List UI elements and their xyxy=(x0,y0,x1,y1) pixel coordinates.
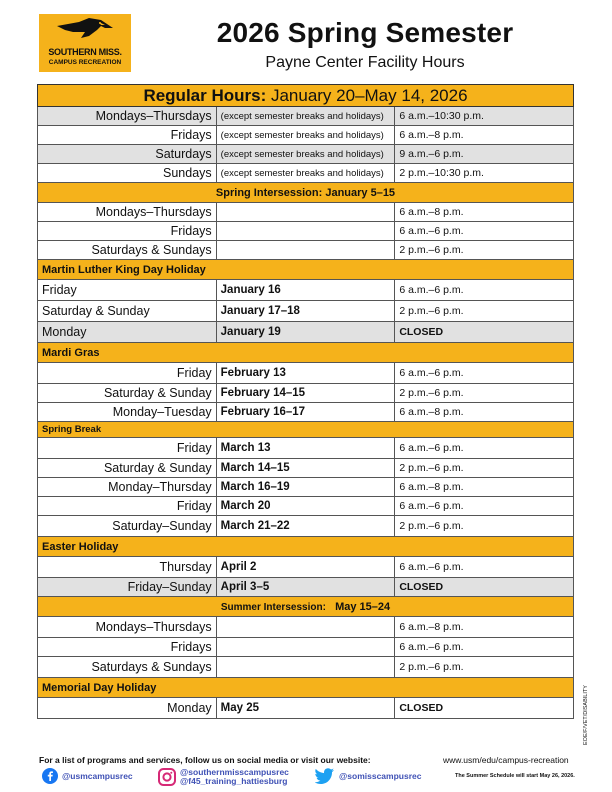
date-cell: April 2 xyxy=(216,557,395,578)
hours-cell: 6 a.m.–6 p.m. xyxy=(395,363,574,384)
memorial-label: Memorial Day Holiday xyxy=(38,678,574,698)
section-header xyxy=(38,597,574,617)
regular-label-dates: January 20–May 14, 2026 xyxy=(266,85,468,105)
regular-header xyxy=(38,85,574,107)
date-cell: January 17–18 xyxy=(216,301,395,322)
hours-cell: 6 a.m.–6 p.m. xyxy=(395,222,574,241)
twitter-handle: @somisscampusrec xyxy=(339,771,422,781)
day-cell: Monday–Tuesday xyxy=(38,403,217,422)
easter-label: Easter Holiday xyxy=(38,537,574,557)
table-row xyxy=(38,322,574,343)
section-header xyxy=(38,260,574,280)
twitter-link[interactable] xyxy=(315,768,421,784)
table-row xyxy=(38,241,574,260)
date-cell: March 21–22 xyxy=(216,516,395,537)
hours-cell: 2 p.m.–6 p.m. xyxy=(395,384,574,403)
date-cell: March 16–19 xyxy=(216,478,395,497)
eoe-text: EOE/F/VET/DISABILITY xyxy=(583,685,589,745)
day-cell: Fridays xyxy=(38,638,217,657)
hours-cell: 9 a.m.–6 p.m. xyxy=(395,145,574,164)
instagram-handle-2: @f45_training_hattiesburg xyxy=(180,776,288,786)
table-row xyxy=(38,384,574,403)
day-cell: Saturdays xyxy=(38,145,217,164)
hours-cell: 6 a.m.–8 p.m. xyxy=(395,203,574,222)
hours-cell: 2 p.m.–10:30 p.m. xyxy=(395,164,574,183)
note-cell: (except semester breaks and holidays) xyxy=(216,126,395,145)
table-row xyxy=(38,164,574,183)
page-title: 2026 Spring Semester xyxy=(216,17,514,48)
day-cell: Fridays xyxy=(38,126,217,145)
section-header xyxy=(38,422,574,438)
day-cell: Mondays–Thursdays xyxy=(38,107,217,126)
hours-cell: CLOSED xyxy=(395,322,574,343)
table-row xyxy=(38,363,574,384)
logo-line2: CAMPUS RECREATION xyxy=(48,59,122,66)
date-cell: January 16 xyxy=(216,280,395,301)
day-cell: Saturdays & Sundays xyxy=(38,241,217,260)
day-cell: Saturdays & Sundays xyxy=(38,657,217,678)
date-cell: March 13 xyxy=(216,438,395,459)
day-cell: Friday xyxy=(38,280,217,301)
hours-table xyxy=(37,84,574,719)
hours-cell: 6 a.m.–6 p.m. xyxy=(395,280,574,301)
date-cell: February 14–15 xyxy=(216,384,395,403)
day-cell: Friday xyxy=(38,438,217,459)
empty-cell xyxy=(216,222,395,241)
summer-intersession-label: Summer Intersession: xyxy=(220,601,326,613)
section-header xyxy=(38,678,574,698)
table-row xyxy=(38,617,574,638)
table-row xyxy=(38,203,574,222)
facebook-icon xyxy=(42,768,58,784)
table-row xyxy=(38,403,574,422)
day-cell: Monday–Thursday xyxy=(38,478,217,497)
table-row xyxy=(38,107,574,126)
hours-cell: 6 a.m.–8 p.m. xyxy=(395,617,574,638)
hours-cell: 2 p.m.–6 p.m. xyxy=(395,657,574,678)
logo-line1: SOUTHERN MISS. xyxy=(48,47,122,57)
hours-cell: 2 p.m.–6 p.m. xyxy=(395,459,574,478)
page-subtitle: Payne Center Facility Hours xyxy=(265,54,465,71)
summer-intersession-dates: May 15–24 xyxy=(335,600,391,613)
day-cell: Thursday xyxy=(38,557,217,578)
section-header xyxy=(38,183,574,203)
date-cell: February 13 xyxy=(216,363,395,384)
hours-cell: CLOSED xyxy=(395,578,574,597)
day-cell: Monday xyxy=(38,698,217,719)
instagram-link[interactable] xyxy=(158,768,289,786)
note-cell: (except semester breaks and holidays) xyxy=(216,107,395,126)
hours-cell: 2 p.m.–6 p.m. xyxy=(395,516,574,537)
eagle-icon xyxy=(55,16,115,46)
day-cell: Fridays xyxy=(38,222,217,241)
spring-intersession-label: Spring Intersession: January 5–15 xyxy=(38,183,574,203)
date-cell: March 20 xyxy=(216,497,395,516)
hours-cell: 6 a.m.–8 p.m. xyxy=(395,403,574,422)
hours-cell: 6 a.m.–6 p.m. xyxy=(395,557,574,578)
footer-text: For a list of programs and services, follow us on social media or visit our website: xyxy=(39,755,371,765)
table-row xyxy=(38,222,574,241)
section-header xyxy=(38,537,574,557)
note-cell: (except semester breaks and holidays) xyxy=(216,145,395,164)
hours-cell: 2 p.m.–6 p.m. xyxy=(395,301,574,322)
day-cell: Sundays xyxy=(38,164,217,183)
website-link[interactable]: www.usm/edu/campus-recreation xyxy=(443,755,569,765)
day-cell: Friday xyxy=(38,363,217,384)
spring-break-label: Spring Break xyxy=(38,422,574,438)
table-row xyxy=(38,301,574,322)
facebook-handle: @usmcampusrec xyxy=(62,771,133,781)
day-cell: Monday xyxy=(38,322,217,343)
table-row xyxy=(38,698,574,719)
table-row xyxy=(38,438,574,459)
twitter-icon xyxy=(315,768,335,784)
table-row xyxy=(38,280,574,301)
table-row xyxy=(38,638,574,657)
hours-cell: CLOSED xyxy=(395,698,574,719)
table-row xyxy=(38,145,574,164)
date-cell: May 25 xyxy=(216,698,395,719)
hours-cell: 6 a.m.–6 p.m. xyxy=(395,438,574,459)
table-row xyxy=(38,557,574,578)
empty-cell xyxy=(216,241,395,260)
date-cell: February 16–17 xyxy=(216,403,395,422)
note-cell: (except semester breaks and holidays) xyxy=(216,164,395,183)
empty-cell xyxy=(216,203,395,222)
logo xyxy=(39,14,131,72)
empty-cell xyxy=(216,638,395,657)
day-cell: Saturday–Sunday xyxy=(38,516,217,537)
section-header xyxy=(38,343,574,363)
table-row xyxy=(38,459,574,478)
mlk-label: Martin Luther King Day Holiday xyxy=(38,260,574,280)
day-cell: Saturday & Sunday xyxy=(38,301,217,322)
day-cell: Mondays–Thursdays xyxy=(38,203,217,222)
mardi-gras-label: Mardi Gras xyxy=(38,343,574,363)
date-cell: January 19 xyxy=(216,322,395,343)
day-cell: Friday–Sunday xyxy=(38,578,217,597)
regular-label-bold: Regular Hours: xyxy=(143,85,267,105)
hours-cell: 6 a.m.–8 p.m. xyxy=(395,126,574,145)
empty-cell xyxy=(216,657,395,678)
table-row xyxy=(38,578,574,597)
empty-cell xyxy=(216,617,395,638)
instagram-icon xyxy=(158,768,176,786)
instagram-handle-1: @southernmisscampusrec xyxy=(180,767,289,777)
table-row xyxy=(38,497,574,516)
hours-cell: 6 a.m.–10:30 p.m. xyxy=(395,107,574,126)
day-cell: Friday xyxy=(38,497,217,516)
hours-cell: 6 a.m.–6 p.m. xyxy=(395,638,574,657)
table-row xyxy=(38,126,574,145)
table-row xyxy=(38,516,574,537)
facebook-link[interactable] xyxy=(42,768,133,784)
hours-cell: 6 a.m.–6 p.m. xyxy=(395,497,574,516)
date-cell: April 3–5 xyxy=(216,578,395,597)
hours-cell: 6 a.m.–8 p.m. xyxy=(395,478,574,497)
summer-schedule-note: The Summer Schedule will start May 26, 2026. xyxy=(455,773,575,779)
table-row xyxy=(38,478,574,497)
table-row xyxy=(38,657,574,678)
day-cell: Saturday & Sunday xyxy=(38,384,217,403)
date-cell: March 14–15 xyxy=(216,459,395,478)
day-cell: Mondays–Thursdays xyxy=(38,617,217,638)
hours-cell: 2 p.m.–6 p.m. xyxy=(395,241,574,260)
day-cell: Saturday & Sunday xyxy=(38,459,217,478)
